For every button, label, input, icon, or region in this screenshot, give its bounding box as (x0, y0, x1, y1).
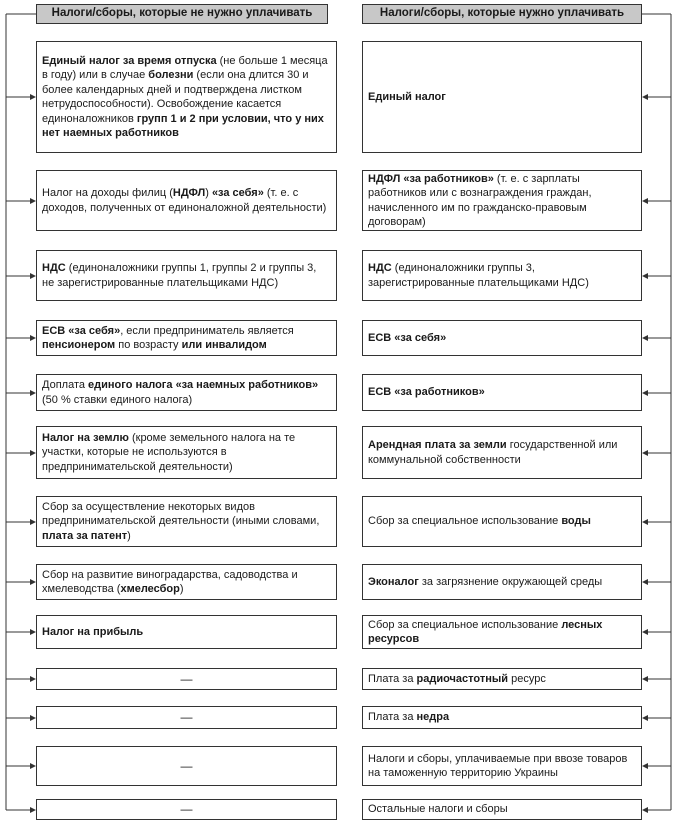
payable-item-6 (362, 426, 642, 479)
bold-text: НДС (368, 262, 392, 274)
payable-item-7 (362, 496, 642, 547)
header-payable: Налоги/сборы, которые нужно уплачивать (362, 4, 642, 24)
not-payable-item-8 (36, 564, 337, 600)
bold-text: время (137, 54, 172, 67)
not-payable-item-5 (36, 374, 337, 411)
text: Сбор за специальное использование (368, 515, 562, 528)
bold-text: НДФЛ (368, 172, 401, 185)
bold-text: «за наемных работников» (175, 379, 319, 391)
not-payable-item-3 (36, 250, 337, 301)
not-payable-item-9 (36, 615, 337, 649)
payable-item-13 (362, 799, 642, 820)
item-text (181, 802, 193, 817)
right-arrowhead (642, 629, 648, 635)
text: (т. е. с доходов, полученных от единоналожной деятельности) (42, 187, 327, 214)
item-text (368, 438, 636, 467)
text: — (180, 802, 193, 817)
bold-text: Налог на прибыль (42, 625, 144, 638)
bold-text: единого налога (88, 379, 173, 391)
bold-text: «за себя» (211, 187, 264, 199)
item-text (368, 172, 636, 230)
text: (т. е. с зарплаты работников или с вознаграждения граждан, начисленного им по гражданско-правовым договорам) (368, 172, 595, 228)
bold-text: «за себя» (394, 331, 447, 344)
text: (не больше 1 месяца в году) или в случае (42, 54, 331, 81)
payable-item-4 (362, 320, 642, 356)
not-payable-item-7 (36, 496, 337, 547)
header-not-payable: Налоги/сборы, которые не нужно уплачивать (36, 4, 328, 24)
not-payable-item-1 (36, 41, 337, 153)
bold-text: инвалидом (205, 339, 267, 351)
item-text (368, 261, 636, 290)
payable-item-11 (362, 706, 642, 729)
not-payable-item-10 (36, 668, 337, 690)
item-text (368, 331, 446, 346)
payable-item-2 (362, 170, 642, 231)
item-text (368, 802, 508, 817)
bold-text: Налог на землю (42, 431, 129, 444)
item-text (42, 431, 331, 475)
bold-text: лесных ресурсов (368, 618, 606, 645)
item-text (368, 618, 636, 647)
text: (кроме земельного налога на те участки, которые не используются в предпринимательской деятельности) (42, 431, 299, 473)
payable-item-3 (362, 250, 642, 301)
text: (если она длится 30 и более календарных дней и подтверждена листком нетрудоспособности). Освобождение касается единоналожников (42, 69, 312, 125)
not-payable-item-6 (36, 426, 337, 479)
text: ресурс (508, 672, 546, 685)
payable-item-5 (362, 374, 642, 411)
item-text (42, 54, 331, 141)
bold-text: групп 1 и 2 при условии, что у них нет наемных работников (42, 112, 327, 139)
payable-item-10 (362, 668, 642, 690)
item-text (368, 575, 602, 590)
right-arrowhead (642, 390, 648, 396)
text: Остальные налоги и сборы (368, 803, 508, 816)
bold-text: воды (561, 515, 591, 528)
bold-text: недра (416, 711, 450, 724)
right-arrowhead (642, 273, 648, 279)
item-text (42, 186, 331, 215)
item-text (181, 710, 193, 725)
text: ) (127, 529, 131, 542)
bold-text: Эконалог (368, 575, 419, 588)
item-text (368, 752, 636, 781)
text: , если предприниматель является (120, 324, 297, 337)
item-text (42, 261, 331, 290)
item-text (181, 759, 193, 774)
bold-text: плата за патент (42, 529, 128, 542)
payable-item-8 (362, 564, 642, 600)
text: за загрязнение окружающей среды (418, 575, 603, 588)
bold-text: болезни (148, 69, 194, 81)
item-text (42, 568, 331, 597)
text: Сбор на развитие виноградарства, садоводства и хмелеводства ( (42, 568, 301, 595)
bold-text: «за работников» (394, 386, 485, 399)
text: Доплата (42, 379, 89, 391)
item-text (368, 514, 591, 529)
text: Налог на доходы филиц ( (42, 187, 173, 199)
bold-text: НДС (42, 262, 66, 274)
right-arrowhead (642, 198, 648, 204)
right-arrowhead (642, 579, 648, 585)
payable-item-12 (362, 746, 642, 786)
text: — (180, 671, 193, 686)
bold-text: пенсионером (42, 339, 116, 351)
text: (единоналожники группы 3, зарегистрированные плательщиками НДС) (368, 262, 589, 289)
right-arrowhead (642, 335, 648, 341)
bold-text: или (181, 339, 203, 351)
bold-text: ЕСВ (42, 324, 66, 337)
item-text (42, 324, 331, 353)
bold-text: «за работников» (403, 172, 494, 185)
right-arrowhead (642, 763, 648, 769)
bold-text: «за себя» (68, 324, 121, 337)
item-text (42, 378, 331, 407)
right-arrowhead (642, 715, 648, 721)
payable-item-9 (362, 615, 642, 649)
bold-text: ЕСВ (368, 386, 392, 399)
item-text (181, 672, 193, 687)
text: — (180, 758, 193, 773)
payable-item-1 (362, 41, 642, 153)
bold-text: отпуска (174, 54, 217, 67)
text: ) (179, 583, 184, 595)
text: ) (205, 187, 212, 199)
not-payable-item-13 (36, 799, 337, 820)
item-text (368, 710, 449, 725)
bold-text: Арендная плата за земли (368, 439, 507, 451)
text: Налоги и сборы, уплачиваемые при ввозе товаров на таможенную территорию Украины (368, 752, 631, 779)
text: государственной или коммунальной собственности (368, 439, 621, 466)
item-text (42, 500, 331, 544)
not-payable-item-11 (36, 706, 337, 729)
right-arrowhead (642, 450, 648, 456)
text: — (180, 710, 193, 725)
text: (50 % ставки единого налога) (42, 379, 322, 406)
bold-text: радиочастотный (416, 672, 509, 685)
right-arrowhead (642, 807, 648, 813)
bold-text: за (122, 54, 135, 67)
bold-text: НДФЛ (172, 187, 206, 199)
right-arrowhead (642, 676, 648, 682)
bold-text: ЕСВ (368, 331, 392, 344)
bold-text: Единый налог (368, 90, 446, 103)
text: Плата за (368, 711, 417, 724)
text: Сбор за специальное использование (368, 618, 562, 631)
right-arrowhead (642, 94, 648, 100)
text: Сбор за осуществление некоторых видов предпринимательской деятельности (иными словами, (42, 500, 323, 528)
bold-text: хмелесбор (120, 583, 180, 595)
item-text (368, 672, 546, 687)
item-text (368, 90, 446, 105)
text: по возрасту (115, 339, 182, 351)
text: Плата за (368, 672, 417, 685)
not-payable-item-12 (36, 746, 337, 786)
bold-text: Единый налог (42, 54, 120, 67)
item-text (42, 625, 143, 640)
text: (единоналожники группы 1, группы 2 и группы 3, не зарегистрированные плательщиками НДС) (42, 262, 320, 289)
right-arrowhead (642, 519, 648, 525)
not-payable-item-4 (36, 320, 337, 356)
item-text (368, 385, 485, 400)
not-payable-item-2 (36, 170, 337, 231)
